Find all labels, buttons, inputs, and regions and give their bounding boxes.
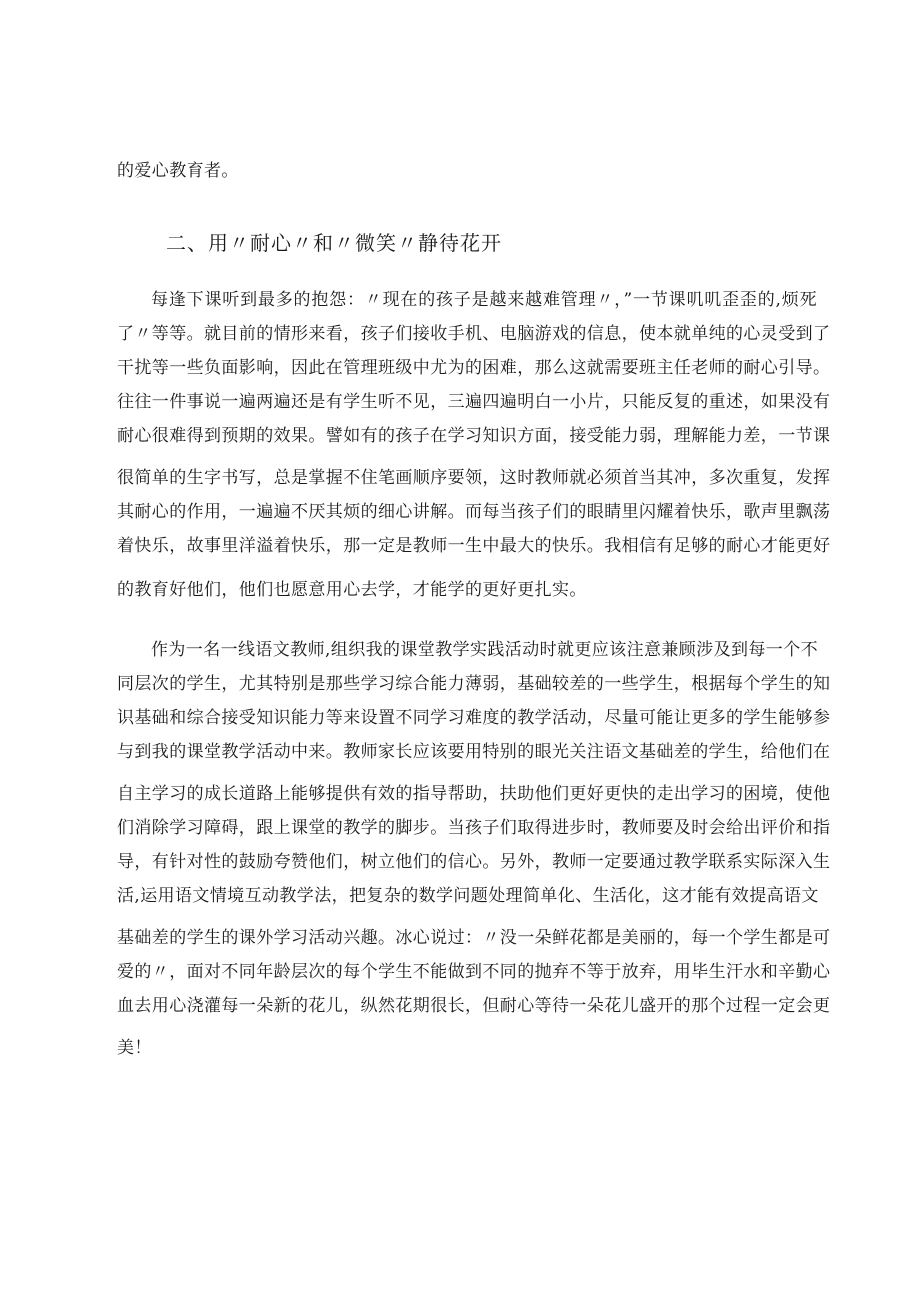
paragraph-line: 美！ (117, 1038, 152, 1058)
paragraph-line: 其耐心的作用，一遍遍不厌其烦的细心讲解。而每当孩子们的眼睛里闪耀着快乐，歌声里飘荡 (117, 502, 831, 522)
paragraph-line: 着快乐，故事里洋溢着快乐，那一定是教师一生中最大的快乐。我相信有足够的耐心才能更好 (117, 536, 831, 556)
paragraph-line: 作为一名一线语文教师,组织我的课堂教学实践活动时就更应该注意兼顾涉及到每一个不 (151, 640, 819, 660)
paragraph-line: 爱的〃，面对不同年龄层次的每个学生不能做到不同的抛弃不等于放弃，用毕生汗水和辛勤心 (117, 962, 831, 982)
paragraph-line: 的教育好他们，他们也愿意用心去学，才能学的更好更扎实。 (117, 580, 587, 600)
paragraph-line: 活,运用语文情境互动教学法，把复杂的数学问题处理简单化、生活化，这才能有效提高语文 (117, 886, 819, 906)
paragraph-line: 基础差的学生的课外学习活动兴趣。冰心说过：〃没一朵鲜花都是美丽的，每一个学生都是可 (117, 928, 831, 948)
carryover-line: 的爱心教育者。 (117, 161, 239, 181)
paragraph-line: 同层次的学生，尤其特别是那些学习综合能力薄弱，基础较差的一些学生，根据每个学生的知 (117, 674, 831, 694)
paragraph-line: 识基础和综合接受知识能力等来设置不同学习难度的教学活动，尽量可能让更多的学生能够参 (117, 708, 831, 728)
paragraph-line: 干扰等一些负面影响，因此在管理班级中尤为的困难，那么这就需要班主任老师的耐心引导。 (117, 358, 831, 378)
section-heading: 二、用〃耐心〃和〃微笑〃静待花开 (166, 231, 502, 255)
paragraph-line: 了〃等等。就目前的情形来看，孩子们接收手机、电脑游戏的信息，使本就单纯的心灵受到了 (117, 324, 831, 344)
paragraph-line: 耐心很难得到预期的效果。譬如有的孩子在学习知识方面，接受能力弱，理解能力差，一节课 (117, 426, 831, 446)
paragraph-line: 每逢下课听到最多的抱怨：〃现在的孩子是越来越难管理〃，”一节课叽叽歪歪的,烦死 (151, 290, 817, 310)
paragraph-line: 导，有针对性的鼓励夸赞他们，树立他们的信心。另外，教师一定要通过教学联系实际深入生 (117, 852, 831, 872)
paragraph-line: 血去用心浇灌每一朵新的花儿，纵然花期很长，但耐心等待一朵花儿盛开的那个过程一定会更 (117, 996, 831, 1016)
paragraph-line: 自主学习的成长道路上能够提供有效的指导帮助，扶助他们更好更快的走出学习的困境，使他 (117, 784, 831, 804)
paragraph-line: 往往一件事说一遍两遍还是有学生听不见，三遍四遍明白一小片，只能反复的重述，如果没有 (117, 392, 831, 412)
paragraph-line: 很简单的生字书写，总是掌握不住笔画顺序要领，这时教师就必须首当其冲，多次重复，发挥 (117, 468, 831, 488)
paragraph-line: 与到我的课堂教学活动中来。教师家长应该要用特别的眼光关注语文基础差的学生，给他们在 (117, 742, 831, 762)
paragraph-line: 们消除学习障碍，跟上课堂的教学的脚步。当孩子们取得进步时，教师要及时会给出评价和指 (117, 818, 831, 838)
